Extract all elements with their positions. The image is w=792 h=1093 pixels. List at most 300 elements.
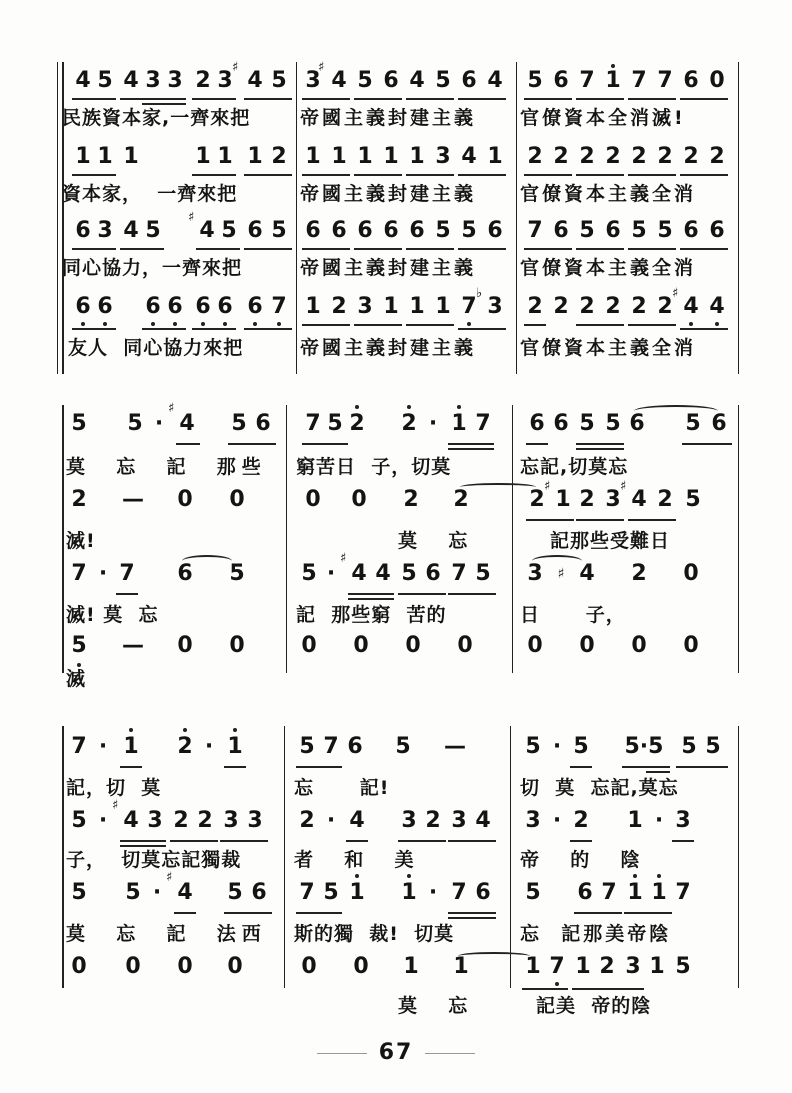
note: 3 [223, 808, 239, 833]
note: 2 [631, 144, 647, 169]
beam [572, 988, 644, 990]
part-3-notes [62, 210, 738, 248]
slur [634, 405, 718, 417]
beam [682, 443, 732, 445]
beam [448, 593, 496, 595]
beam [524, 174, 572, 176]
beam [220, 840, 268, 842]
note: 2 [349, 411, 365, 436]
note: 1 [331, 144, 347, 169]
note: — [444, 734, 466, 759]
beam [680, 328, 728, 330]
lyric: 莫 忘 [398, 995, 474, 1017]
note: 4 [123, 808, 139, 833]
note: 1 [383, 144, 399, 169]
note: 4 [349, 808, 365, 833]
low-octave-dot [151, 322, 155, 326]
note: 1 [487, 144, 503, 169]
note: 1 [525, 954, 541, 979]
note: 1 [627, 808, 643, 833]
lyric: 民族資本家,一齊來把 [62, 107, 251, 129]
note: 6 [605, 218, 621, 243]
note: 6 [553, 411, 569, 436]
note: 4 [683, 294, 699, 319]
beam [296, 912, 342, 914]
beam [224, 766, 246, 768]
note: 5 [125, 880, 141, 905]
beam [624, 912, 672, 914]
beam [192, 98, 236, 100]
note: 7 [631, 68, 647, 93]
beam [244, 174, 292, 176]
note: 6 [251, 880, 267, 905]
beam [398, 840, 446, 842]
beam [244, 328, 292, 330]
note: 0 [177, 633, 193, 658]
note: 0 [71, 954, 87, 979]
note: 6 [195, 294, 211, 319]
note: 5 [605, 411, 621, 436]
lyric: 同心協力，一齊來把 [62, 257, 243, 279]
high-octave-dot [129, 728, 133, 732]
note: 5·5 [624, 734, 664, 759]
note: 4 [375, 561, 391, 586]
note: 5 [323, 880, 339, 905]
note: 5 [527, 68, 543, 93]
note: 2 [331, 294, 347, 319]
note: 4 [177, 880, 193, 905]
note: 2 [527, 294, 543, 319]
note: 5 [525, 880, 541, 905]
part-4-lyrics [62, 994, 738, 1024]
note: 5 [357, 68, 373, 93]
note: 6 [75, 294, 91, 319]
part-2-lyrics [62, 182, 738, 212]
sharp-icon: ♯ [232, 60, 239, 75]
note: 5 [145, 218, 161, 243]
note: 5 [573, 734, 589, 759]
high-octave-dot [611, 64, 615, 68]
beam [72, 248, 116, 250]
note: · [552, 734, 562, 759]
note: 5 [71, 880, 87, 905]
note: 6 [305, 218, 321, 243]
note: 0 [305, 487, 321, 512]
beam [448, 448, 494, 450]
note: 7 [675, 880, 691, 905]
note: · [428, 880, 438, 905]
note: 6 [475, 880, 491, 905]
beam [458, 328, 506, 330]
slur [182, 555, 232, 567]
note: 1 [217, 144, 233, 169]
note: — [122, 487, 144, 512]
note: · [552, 808, 562, 833]
note: 0 [177, 954, 193, 979]
lyric: 官僚資本主義全消 [520, 337, 697, 359]
note: 6 [683, 68, 699, 93]
note: 7 [71, 561, 87, 586]
note: 6 [75, 218, 91, 243]
note: 6 [461, 68, 477, 93]
sharp-icon: ♯ [112, 798, 119, 813]
note: 2 [197, 808, 213, 833]
note: 5 [299, 734, 315, 759]
beam [628, 248, 676, 250]
note: 7 [305, 411, 321, 436]
low-octave-dot [81, 322, 85, 326]
note: 2 [605, 144, 621, 169]
note: 2 [579, 487, 595, 512]
note: 5 [271, 218, 287, 243]
note: 5 [435, 218, 451, 243]
note: 2 [299, 808, 315, 833]
note: 6 [97, 294, 113, 319]
beam [142, 103, 186, 105]
note: 2 [657, 294, 673, 319]
high-octave-dot [657, 874, 661, 878]
lyric: 滅! [66, 530, 96, 552]
low-octave-dot [467, 322, 471, 326]
note: 7 [323, 734, 339, 759]
beam [628, 98, 676, 100]
beam [448, 912, 496, 914]
sharp-icon: ♯ [168, 401, 175, 416]
note: 5 [681, 734, 697, 759]
note: 1 [605, 68, 621, 93]
note: 1 [383, 294, 399, 319]
note: 1 [575, 954, 591, 979]
lyric: 窮苦日 子，切莫 [296, 456, 452, 478]
note: 0 [301, 633, 317, 658]
note: 5 [461, 218, 477, 243]
lyric: 記美 帝的陰 [536, 995, 652, 1017]
lyric: 忘記,切莫忘 [520, 456, 629, 478]
note: 2 [657, 144, 673, 169]
note: 6 [347, 734, 363, 759]
note: 2 [631, 294, 647, 319]
beam [576, 174, 624, 176]
note: 2 [709, 144, 725, 169]
lyric: 官僚資本主義全消 [520, 183, 697, 205]
high-octave-dot [407, 405, 411, 409]
part-3-notes [62, 870, 738, 910]
note: 0 [683, 633, 699, 658]
note: · [654, 808, 664, 833]
note: 1 [649, 954, 665, 979]
part-4-notes [62, 633, 738, 663]
lyric: 記 那些窮 苦的 [296, 604, 447, 626]
sharp-icon: ♯ [620, 479, 627, 494]
note: 1 [349, 880, 365, 905]
note: 2 [579, 294, 595, 319]
beam [672, 840, 694, 842]
note: 4 [247, 68, 263, 93]
note: 5 [71, 411, 87, 436]
barline [738, 405, 739, 673]
beam [448, 840, 496, 842]
beam [302, 324, 350, 326]
note: 3 [217, 68, 233, 93]
note: 2 [553, 144, 569, 169]
sharp-icon: ♯ [166, 870, 173, 885]
beam [522, 988, 568, 990]
divider [425, 1053, 475, 1054]
note: 3 [527, 561, 543, 586]
note: 0 [709, 68, 725, 93]
beam [174, 912, 196, 914]
note: 0 [405, 633, 421, 658]
note: 1 [305, 144, 321, 169]
beam [406, 248, 454, 250]
note: 1 [75, 144, 91, 169]
beam [576, 324, 624, 326]
note: 7 [71, 734, 87, 759]
lyric: 滅! 莫 忘 [66, 604, 159, 626]
note: 4 [75, 68, 91, 93]
note: 2 [195, 68, 211, 93]
system-3 [62, 726, 738, 1026]
note: 0 [177, 487, 193, 512]
note: 4 [461, 144, 477, 169]
note: 6 [683, 218, 699, 243]
lyric: 斯的獨 裁! 切莫 [294, 923, 455, 945]
note: 1 [195, 144, 211, 169]
note: 1 [555, 487, 571, 512]
note: 4 [331, 68, 347, 93]
note: 3 [675, 808, 691, 833]
note: 7 [119, 561, 135, 586]
note: 5 [435, 68, 451, 93]
note: · [154, 411, 164, 436]
low-octave-dot [103, 322, 107, 326]
low-octave-dot [277, 322, 281, 326]
note: 1 [451, 411, 467, 436]
beam [646, 771, 670, 773]
note: 3 [97, 218, 113, 243]
note: 4 [199, 218, 215, 243]
note: 2 [657, 487, 673, 512]
part-2-notes [62, 479, 738, 517]
beam [72, 174, 116, 176]
note: 0 [631, 633, 647, 658]
part-4-lyrics [62, 336, 738, 366]
divider [317, 1053, 367, 1054]
system-1 [62, 62, 738, 374]
beam [72, 328, 116, 330]
note: 0 [579, 633, 595, 658]
note: 2 [683, 144, 699, 169]
note: 0 [527, 633, 543, 658]
low-octave-dot [689, 322, 693, 326]
note: 6 [425, 561, 441, 586]
note: 3 [451, 808, 467, 833]
note: 5 [327, 411, 343, 436]
barline [738, 726, 739, 988]
lyric: 莫 忘 記 那些 [66, 456, 267, 478]
beam [302, 248, 350, 250]
note: 0 [683, 561, 699, 586]
sharp-icon: ♯ [672, 286, 679, 301]
lyric: 子， 切莫忘記獨裁 [66, 849, 242, 871]
note: 6 [177, 561, 193, 586]
part-2-notes [62, 798, 738, 838]
note: 6 [709, 218, 725, 243]
note: 6 [247, 218, 263, 243]
lyric: 者 和 美 [294, 849, 420, 871]
note: · [98, 561, 108, 586]
note: 2 [401, 411, 417, 436]
beam [576, 448, 624, 450]
slur [532, 555, 582, 567]
note: 1 [123, 144, 139, 169]
beam [302, 98, 350, 100]
note: · [98, 808, 108, 833]
note: 0 [301, 954, 317, 979]
note: 2 [453, 487, 469, 512]
beam [176, 443, 200, 445]
beam [448, 443, 494, 445]
part-2-lyrics [62, 529, 738, 559]
note: 6 [331, 218, 347, 243]
low-octave-dot [555, 982, 559, 986]
note: · [204, 734, 214, 759]
note: 4 [123, 68, 139, 93]
flat-icon: ♭ [476, 286, 483, 301]
note: 7 [461, 294, 477, 319]
beam [244, 248, 292, 250]
lyric: 帝國主義封建主義 [300, 337, 477, 359]
note: 5 [705, 734, 721, 759]
note: 5 [579, 218, 595, 243]
system-2 [62, 401, 738, 690]
high-octave-dot [407, 874, 411, 878]
beam [192, 328, 236, 330]
note: 3 [147, 808, 163, 833]
beam [302, 174, 350, 176]
beam [570, 840, 592, 842]
lyric: 忘 記! [294, 777, 390, 799]
low-octave-dot [173, 322, 177, 326]
note: 5 [127, 411, 143, 436]
beam [458, 248, 506, 250]
note: 7 [451, 561, 467, 586]
beam [628, 519, 676, 521]
note: 1 [409, 294, 425, 319]
beam [680, 248, 728, 250]
lyric: 莫 忘 記 法西 [66, 923, 267, 945]
beam [526, 519, 574, 521]
beam [196, 248, 240, 250]
barline [738, 62, 739, 374]
note: 4 [123, 218, 139, 243]
sharp-icon: ♯ [318, 60, 325, 75]
note: 1 [409, 144, 425, 169]
note: 5 [71, 633, 87, 658]
high-octave-dot [633, 874, 637, 878]
note: 7 [527, 218, 543, 243]
note: 1 [401, 880, 417, 905]
beam [120, 840, 166, 842]
note: 6 [167, 294, 183, 319]
note: 2 [599, 954, 615, 979]
part-1-notes [62, 60, 738, 98]
note: · [326, 561, 336, 586]
part-3-lyrics [62, 922, 738, 952]
note: 4 [579, 561, 595, 586]
part-3-lyrics [62, 256, 738, 286]
note: 6 [409, 218, 425, 243]
beam [398, 593, 446, 595]
note: 5 [401, 561, 417, 586]
beam [120, 845, 166, 847]
high-octave-dot [355, 405, 359, 409]
note: 0 [125, 954, 141, 979]
note: · [98, 734, 108, 759]
note: 3 [487, 294, 503, 319]
beam [576, 519, 624, 521]
note: · [326, 808, 336, 833]
tie [460, 483, 536, 491]
note: 1 [627, 880, 643, 905]
note: 5 [301, 561, 317, 586]
beam [348, 593, 394, 595]
note: 6 [255, 411, 271, 436]
lyric: 記那些受難日 [550, 530, 671, 552]
part-4-lyrics [62, 667, 738, 697]
note: 3 [525, 808, 541, 833]
beam [406, 174, 454, 176]
note: 5 [227, 880, 243, 905]
note: 1 [227, 734, 243, 759]
low-octave-dot [223, 322, 227, 326]
note: 5 [657, 218, 673, 243]
beam [576, 98, 624, 100]
beam [628, 174, 676, 176]
note: — [122, 633, 144, 658]
part-1-lyrics [62, 455, 738, 485]
beam [680, 174, 728, 176]
note: 1 [97, 144, 113, 169]
note: 2 [579, 144, 595, 169]
note: 0 [229, 633, 245, 658]
note: 3 [247, 808, 263, 833]
note: 7 [475, 411, 491, 436]
beam [228, 443, 276, 445]
note: 5 [675, 954, 691, 979]
note: 6 [487, 218, 503, 243]
sharp-icon: ♯ [340, 551, 347, 566]
beam [170, 840, 218, 842]
part-4-notes [62, 286, 738, 324]
note: 0 [353, 954, 369, 979]
beam [448, 917, 496, 919]
note: 7 [601, 880, 617, 905]
note: 1 [247, 144, 263, 169]
note: 7 [271, 294, 287, 319]
note: 0 [227, 954, 243, 979]
note: 6 [629, 411, 645, 436]
note: 6 [383, 68, 399, 93]
note: 6 [577, 880, 593, 905]
beam [354, 98, 402, 100]
note: 5 [475, 561, 491, 586]
note: 6 [217, 294, 233, 319]
note: 5 [395, 734, 411, 759]
note: 2 [403, 487, 419, 512]
note: 0 [457, 633, 473, 658]
note: 2 [573, 808, 589, 833]
